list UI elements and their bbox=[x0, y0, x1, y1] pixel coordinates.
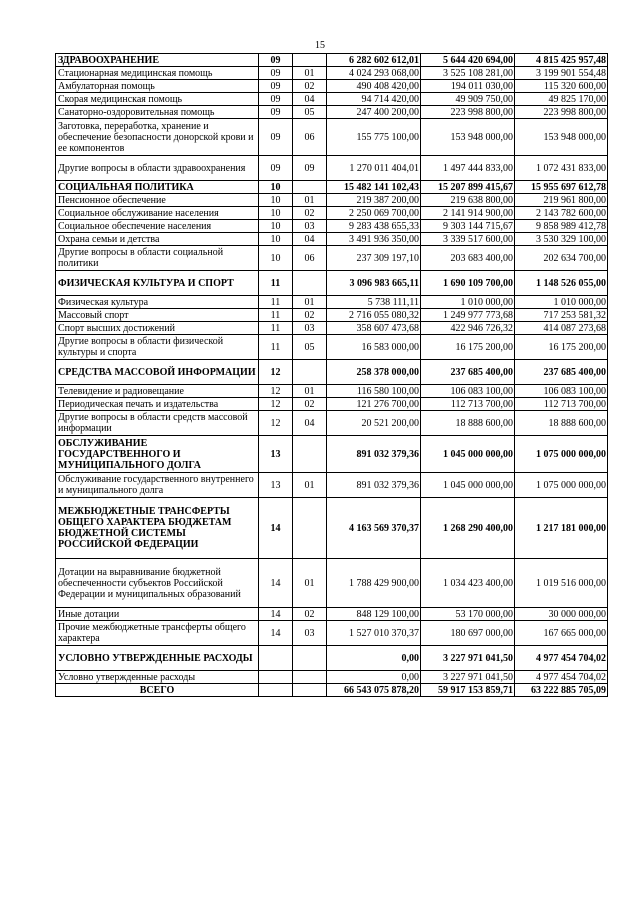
section-row bbox=[56, 436, 608, 473]
row-amount-2-cell: 53 170 000,00 bbox=[421, 608, 515, 621]
row-amount-3-cell: 237 685 400,00 bbox=[515, 360, 608, 385]
row-section-cell: 10 bbox=[259, 220, 293, 233]
table-row bbox=[56, 398, 608, 411]
row-amount-1-cell: 891 032 379,36 bbox=[327, 436, 421, 473]
row-amount-3-cell: 1 217 181 000,00 bbox=[515, 498, 608, 559]
table-row bbox=[56, 385, 608, 398]
row-amount-3-cell: 16 175 200,00 bbox=[515, 335, 608, 360]
table-row bbox=[56, 156, 608, 181]
row-amount-3-cell: 414 087 273,68 bbox=[515, 322, 608, 335]
row-amount-2-cell: 219 638 800,00 bbox=[421, 194, 515, 207]
section-row bbox=[56, 498, 608, 559]
row-name-cell: Амбулаторная помощь bbox=[56, 80, 259, 93]
section-row bbox=[56, 360, 608, 385]
row-subsection-cell: 01 bbox=[293, 296, 327, 309]
row-amount-1-cell: 1 788 429 900,00 bbox=[327, 559, 421, 608]
row-subsection-cell: 02 bbox=[293, 207, 327, 220]
row-section-cell: 09 bbox=[259, 156, 293, 181]
budget-table-body bbox=[56, 54, 608, 697]
row-amount-3-cell: 63 222 885 705,09 bbox=[515, 684, 608, 697]
table-row bbox=[56, 411, 608, 436]
row-amount-3-cell: 1 075 000 000,00 bbox=[515, 473, 608, 498]
row-amount-3-cell: 223 998 800,00 bbox=[515, 106, 608, 119]
total-row bbox=[56, 684, 608, 697]
row-name-cell: Другие вопросы в области физической культуры и спорта bbox=[56, 335, 259, 360]
row-subsection-cell: 04 bbox=[293, 233, 327, 246]
row-section-cell: 09 bbox=[259, 80, 293, 93]
row-amount-3-cell: 49 825 170,00 bbox=[515, 93, 608, 106]
row-subsection-cell: 02 bbox=[293, 80, 327, 93]
row-subsection-cell: 09 bbox=[293, 156, 327, 181]
table-row bbox=[56, 608, 608, 621]
row-amount-3-cell: 30 000 000,00 bbox=[515, 608, 608, 621]
row-section-cell: 14 bbox=[259, 608, 293, 621]
row-section-cell: 10 bbox=[259, 194, 293, 207]
row-section-cell: 14 bbox=[259, 498, 293, 559]
row-name-cell: Иные дотации bbox=[56, 608, 259, 621]
row-subsection-cell: 05 bbox=[293, 335, 327, 360]
row-section-cell: 11 bbox=[259, 335, 293, 360]
row-name-cell: Телевидение и радиовещание bbox=[56, 385, 259, 398]
section-row bbox=[56, 271, 608, 296]
table-row bbox=[56, 621, 608, 646]
table-row bbox=[56, 671, 608, 684]
row-section-cell: 13 bbox=[259, 473, 293, 498]
row-name-cell: Скорая медицинская помощь bbox=[56, 93, 259, 106]
row-name-cell: Стационарная медицинская помощь bbox=[56, 67, 259, 80]
row-amount-1-cell: 3 096 983 665,11 bbox=[327, 271, 421, 296]
row-amount-1-cell: 15 482 141 102,43 bbox=[327, 181, 421, 194]
row-name-cell: Другие вопросы в области средств массовой информации bbox=[56, 411, 259, 436]
row-amount-2-cell: 1 690 109 700,00 bbox=[421, 271, 515, 296]
row-amount-2-cell: 1 045 000 000,00 bbox=[421, 473, 515, 498]
row-name-cell: Периодическая печать и издательства bbox=[56, 398, 259, 411]
row-name-cell: УСЛОВНО УТВЕРЖДЕННЫЕ РАСХОДЫ bbox=[56, 646, 259, 671]
row-subsection-cell: 02 bbox=[293, 309, 327, 322]
row-subsection-cell: 02 bbox=[293, 608, 327, 621]
row-amount-2-cell: 1 010 000,00 bbox=[421, 296, 515, 309]
row-amount-3-cell: 1 075 000 000,00 bbox=[515, 436, 608, 473]
row-amount-2-cell: 49 909 750,00 bbox=[421, 93, 515, 106]
row-amount-2-cell: 5 644 420 694,00 bbox=[421, 54, 515, 67]
row-amount-3-cell: 1 019 516 000,00 bbox=[515, 559, 608, 608]
row-subsection-cell bbox=[293, 498, 327, 559]
row-amount-3-cell: 9 858 989 412,78 bbox=[515, 220, 608, 233]
row-amount-3-cell: 3 199 901 554,48 bbox=[515, 67, 608, 80]
row-subsection-cell: 05 bbox=[293, 106, 327, 119]
row-name-cell: Заготовка, переработка, хранение и обеспечение безопасности донорской крови и ее компонентов bbox=[56, 119, 259, 156]
row-name-cell: МЕЖБЮДЖЕТНЫЕ ТРАНСФЕРТЫ ОБЩЕГО ХАРАКТЕРА БЮДЖЕТАМ БЮДЖЕТНОЙ СИСТЕМЫ РОССИЙСКОЙ ФЕДЕРАЦИИ bbox=[56, 498, 259, 559]
row-amount-1-cell: 490 408 420,00 bbox=[327, 80, 421, 93]
row-name-cell: Прочие межбюджетные трансферты общего характера bbox=[56, 621, 259, 646]
row-amount-1-cell: 247 400 200,00 bbox=[327, 106, 421, 119]
row-amount-2-cell: 223 998 800,00 bbox=[421, 106, 515, 119]
row-amount-3-cell: 4 815 425 957,48 bbox=[515, 54, 608, 67]
row-section-cell: 09 bbox=[259, 119, 293, 156]
row-subsection-cell: 03 bbox=[293, 220, 327, 233]
row-amount-1-cell: 0,00 bbox=[327, 646, 421, 671]
row-amount-2-cell: 106 083 100,00 bbox=[421, 385, 515, 398]
row-subsection-cell bbox=[293, 181, 327, 194]
table-row bbox=[56, 93, 608, 106]
row-amount-3-cell: 3 530 329 100,00 bbox=[515, 233, 608, 246]
row-subsection-cell bbox=[293, 671, 327, 684]
row-name-cell: Охрана семьи и детства bbox=[56, 233, 259, 246]
row-subsection-cell: 04 bbox=[293, 93, 327, 106]
row-amount-3-cell: 18 888 600,00 bbox=[515, 411, 608, 436]
row-amount-3-cell: 153 948 000,00 bbox=[515, 119, 608, 156]
row-amount-2-cell: 1 045 000 000,00 bbox=[421, 436, 515, 473]
row-subsection-cell bbox=[293, 360, 327, 385]
row-amount-1-cell: 219 387 200,00 bbox=[327, 194, 421, 207]
row-subsection-cell: 01 bbox=[293, 194, 327, 207]
row-section-cell bbox=[259, 646, 293, 671]
row-amount-2-cell: 3 525 108 281,00 bbox=[421, 67, 515, 80]
row-section-cell: 14 bbox=[259, 559, 293, 608]
row-amount-3-cell: 115 320 600,00 bbox=[515, 80, 608, 93]
table-row bbox=[56, 67, 608, 80]
row-subsection-cell bbox=[293, 436, 327, 473]
table-row bbox=[56, 296, 608, 309]
row-name-cell: ВСЕГО bbox=[56, 684, 259, 697]
budget-table bbox=[55, 53, 608, 697]
row-amount-2-cell: 112 713 700,00 bbox=[421, 398, 515, 411]
row-name-cell: СОЦИАЛЬНАЯ ПОЛИТИКА bbox=[56, 181, 259, 194]
row-subsection-cell: 01 bbox=[293, 67, 327, 80]
row-section-cell bbox=[259, 671, 293, 684]
row-amount-3-cell: 1 148 526 055,00 bbox=[515, 271, 608, 296]
row-section-cell: 10 bbox=[259, 181, 293, 194]
row-section-cell: 11 bbox=[259, 309, 293, 322]
row-name-cell: Обслуживание государственного внутреннего и муниципального долга bbox=[56, 473, 259, 498]
row-amount-3-cell: 106 083 100,00 bbox=[515, 385, 608, 398]
row-subsection-cell bbox=[293, 271, 327, 296]
table-row bbox=[56, 80, 608, 93]
row-subsection-cell: 06 bbox=[293, 246, 327, 271]
row-amount-1-cell: 4 024 293 068,00 bbox=[327, 67, 421, 80]
row-amount-1-cell: 155 775 100,00 bbox=[327, 119, 421, 156]
row-subsection-cell: 03 bbox=[293, 322, 327, 335]
page-number: 15 bbox=[315, 40, 325, 51]
row-subsection-cell bbox=[293, 646, 327, 671]
row-amount-3-cell: 717 253 581,32 bbox=[515, 309, 608, 322]
row-amount-2-cell: 2 141 914 900,00 bbox=[421, 207, 515, 220]
table-row bbox=[56, 119, 608, 156]
row-section-cell: 11 bbox=[259, 322, 293, 335]
row-amount-2-cell: 1 249 977 773,68 bbox=[421, 309, 515, 322]
row-amount-1-cell: 2 250 069 700,00 bbox=[327, 207, 421, 220]
row-amount-1-cell: 0,00 bbox=[327, 671, 421, 684]
row-name-cell: Дотации на выравнивание бюджетной обеспеченности субъектов Российской Федерации и муниципальных образований bbox=[56, 559, 259, 608]
row-subsection-cell: 06 bbox=[293, 119, 327, 156]
row-section-cell: 13 bbox=[259, 436, 293, 473]
row-amount-2-cell: 18 888 600,00 bbox=[421, 411, 515, 436]
row-name-cell: СРЕДСТВА МАССОВОЙ ИНФОРМАЦИИ bbox=[56, 360, 259, 385]
row-amount-1-cell: 2 716 055 080,32 bbox=[327, 309, 421, 322]
row-amount-1-cell: 94 714 420,00 bbox=[327, 93, 421, 106]
row-amount-3-cell: 112 713 700,00 bbox=[515, 398, 608, 411]
table-row bbox=[56, 207, 608, 220]
row-section-cell bbox=[259, 684, 293, 697]
table-row bbox=[56, 233, 608, 246]
row-amount-1-cell: 116 580 100,00 bbox=[327, 385, 421, 398]
row-section-cell: 09 bbox=[259, 93, 293, 106]
row-amount-1-cell: 891 032 379,36 bbox=[327, 473, 421, 498]
row-amount-2-cell: 153 948 000,00 bbox=[421, 119, 515, 156]
row-amount-1-cell: 20 521 200,00 bbox=[327, 411, 421, 436]
row-section-cell: 10 bbox=[259, 246, 293, 271]
section-row bbox=[56, 54, 608, 67]
row-section-cell: 12 bbox=[259, 360, 293, 385]
row-amount-1-cell: 16 583 000,00 bbox=[327, 335, 421, 360]
row-amount-2-cell: 194 011 030,00 bbox=[421, 80, 515, 93]
row-name-cell: Другие вопросы в области социальной политики bbox=[56, 246, 259, 271]
row-amount-1-cell: 9 283 438 655,33 bbox=[327, 220, 421, 233]
row-amount-1-cell: 358 607 473,68 bbox=[327, 322, 421, 335]
row-amount-2-cell: 1 497 444 833,00 bbox=[421, 156, 515, 181]
row-section-cell: 11 bbox=[259, 271, 293, 296]
row-amount-3-cell: 202 634 700,00 bbox=[515, 246, 608, 271]
row-section-cell: 12 bbox=[259, 385, 293, 398]
row-amount-2-cell: 3 339 517 600,00 bbox=[421, 233, 515, 246]
table-row bbox=[56, 335, 608, 360]
row-amount-1-cell: 1 527 010 370,37 bbox=[327, 621, 421, 646]
row-amount-2-cell: 59 917 153 859,71 bbox=[421, 684, 515, 697]
row-amount-1-cell: 258 378 000,00 bbox=[327, 360, 421, 385]
row-amount-1-cell: 237 309 197,10 bbox=[327, 246, 421, 271]
row-subsection-cell: 01 bbox=[293, 559, 327, 608]
row-section-cell: 12 bbox=[259, 411, 293, 436]
table-row bbox=[56, 559, 608, 608]
row-amount-1-cell: 66 543 075 878,20 bbox=[327, 684, 421, 697]
row-amount-1-cell: 848 129 100,00 bbox=[327, 608, 421, 621]
row-amount-1-cell: 1 270 011 404,01 bbox=[327, 156, 421, 181]
table-row bbox=[56, 322, 608, 335]
section-row bbox=[56, 181, 608, 194]
row-amount-3-cell: 4 977 454 704,02 bbox=[515, 671, 608, 684]
row-amount-1-cell: 4 163 569 370,37 bbox=[327, 498, 421, 559]
row-section-cell: 09 bbox=[259, 54, 293, 67]
table-row bbox=[56, 220, 608, 233]
row-name-cell: ЗДРАВООХРАНЕНИЕ bbox=[56, 54, 259, 67]
row-amount-1-cell: 5 738 111,11 bbox=[327, 296, 421, 309]
row-amount-2-cell: 422 946 726,32 bbox=[421, 322, 515, 335]
row-amount-2-cell: 237 685 400,00 bbox=[421, 360, 515, 385]
row-amount-1-cell: 6 282 602 612,01 bbox=[327, 54, 421, 67]
row-amount-2-cell: 15 207 899 415,67 bbox=[421, 181, 515, 194]
row-amount-2-cell: 1 268 290 400,00 bbox=[421, 498, 515, 559]
row-amount-2-cell: 180 697 000,00 bbox=[421, 621, 515, 646]
row-section-cell: 09 bbox=[259, 106, 293, 119]
row-name-cell: Условно утвержденные расходы bbox=[56, 671, 259, 684]
row-name-cell: Социальное обслуживание населения bbox=[56, 207, 259, 220]
row-subsection-cell: 04 bbox=[293, 411, 327, 436]
row-section-cell: 10 bbox=[259, 207, 293, 220]
row-amount-3-cell: 167 665 000,00 bbox=[515, 621, 608, 646]
row-section-cell: 11 bbox=[259, 296, 293, 309]
table-row bbox=[56, 473, 608, 498]
row-amount-3-cell: 1 010 000,00 bbox=[515, 296, 608, 309]
row-amount-2-cell: 1 034 423 400,00 bbox=[421, 559, 515, 608]
row-name-cell: Санаторно-оздоровительная помощь bbox=[56, 106, 259, 119]
table-row bbox=[56, 194, 608, 207]
row-amount-1-cell: 121 276 700,00 bbox=[327, 398, 421, 411]
row-subsection-cell: 02 bbox=[293, 398, 327, 411]
row-name-cell: Другие вопросы в области здравоохранения bbox=[56, 156, 259, 181]
row-amount-3-cell: 15 955 697 612,78 bbox=[515, 181, 608, 194]
table-row bbox=[56, 309, 608, 322]
row-section-cell: 14 bbox=[259, 621, 293, 646]
row-name-cell: Физическая культура bbox=[56, 296, 259, 309]
row-amount-3-cell: 219 961 800,00 bbox=[515, 194, 608, 207]
row-amount-2-cell: 3 227 971 041,50 bbox=[421, 671, 515, 684]
row-subsection-cell: 01 bbox=[293, 385, 327, 398]
row-amount-2-cell: 203 683 400,00 bbox=[421, 246, 515, 271]
row-section-cell: 10 bbox=[259, 233, 293, 246]
row-amount-3-cell: 2 143 782 600,00 bbox=[515, 207, 608, 220]
row-section-cell: 12 bbox=[259, 398, 293, 411]
row-amount-1-cell: 3 491 936 350,00 bbox=[327, 233, 421, 246]
row-name-cell: Пенсионное обеспечение bbox=[56, 194, 259, 207]
row-name-cell: Массовый спорт bbox=[56, 309, 259, 322]
row-subsection-cell bbox=[293, 684, 327, 697]
row-amount-2-cell: 9 303 144 715,67 bbox=[421, 220, 515, 233]
row-name-cell: Спорт высших достижений bbox=[56, 322, 259, 335]
row-amount-2-cell: 16 175 200,00 bbox=[421, 335, 515, 360]
section-row bbox=[56, 646, 608, 671]
row-subsection-cell: 01 bbox=[293, 473, 327, 498]
row-name-cell: ОБСЛУЖИВАНИЕ ГОСУДАРСТВЕННОГО И МУНИЦИПАЛЬНОГО ДОЛГА bbox=[56, 436, 259, 473]
row-section-cell: 09 bbox=[259, 67, 293, 80]
row-name-cell: ФИЗИЧЕСКАЯ КУЛЬТУРА И СПОРТ bbox=[56, 271, 259, 296]
row-amount-2-cell: 3 227 971 041,50 bbox=[421, 646, 515, 671]
table-row bbox=[56, 106, 608, 119]
row-amount-3-cell: 4 977 454 704,02 bbox=[515, 646, 608, 671]
row-subsection-cell: 03 bbox=[293, 621, 327, 646]
table-row bbox=[56, 246, 608, 271]
row-subsection-cell bbox=[293, 54, 327, 67]
row-name-cell: Социальное обеспечение населения bbox=[56, 220, 259, 233]
row-amount-3-cell: 1 072 431 833,00 bbox=[515, 156, 608, 181]
